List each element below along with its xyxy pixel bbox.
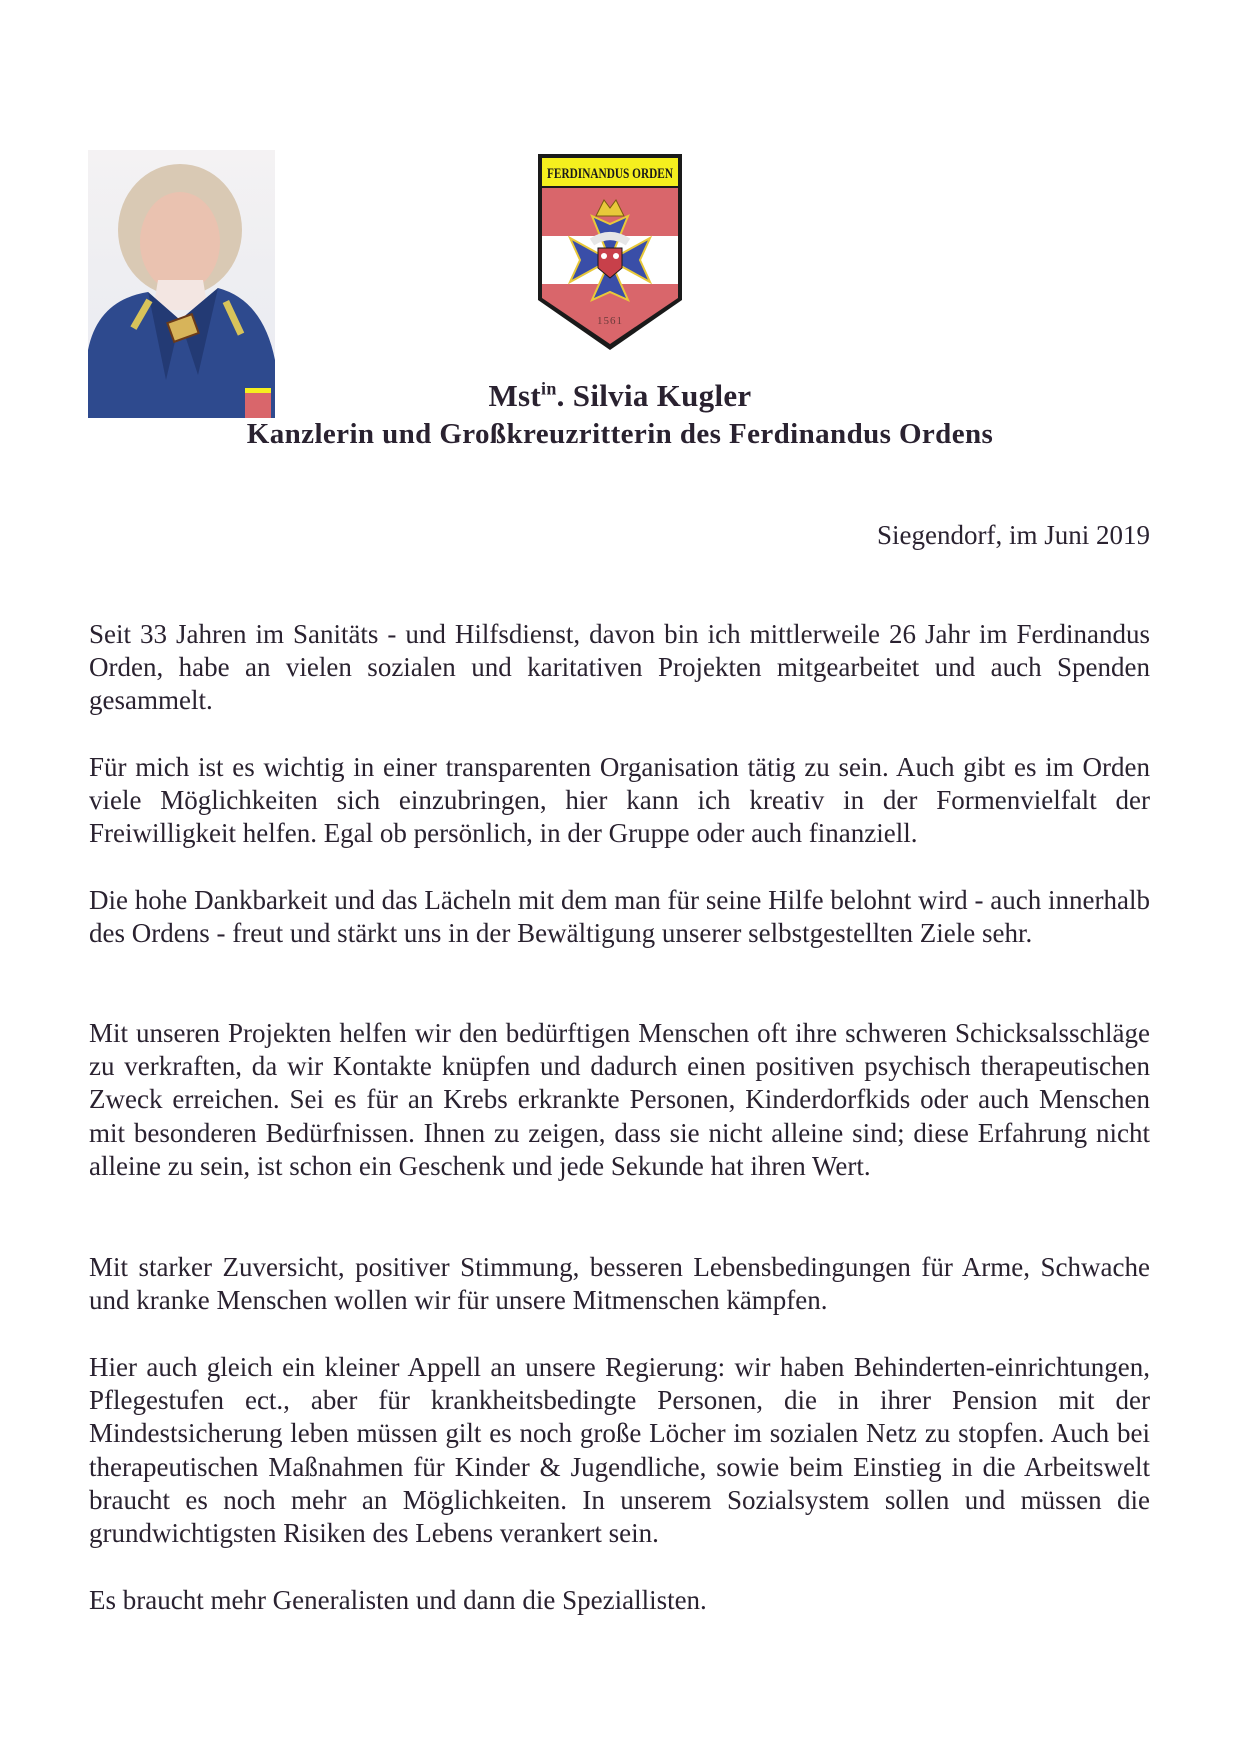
portrait-photo [88,150,275,418]
paragraph: Mit starker Zuversicht, positiver Stimmung, besseren Lebensbedingungen für Arme, Schwache und kranke Menschen wollen wir für unsere Mitmenschen kämpfen. [89,1252,1150,1316]
place-date-line: Siegendorf, im Juni 2019 [877,520,1150,550]
face-shape [140,192,220,292]
crest-year: 1561 [597,315,623,327]
paragraph: Es braucht mehr Generalisten und dann die Speziallisten. [89,1585,707,1615]
name-prefix: Mst [488,378,542,413]
paragraph: Mit unseren Projekten helfen wir den bedürftigen Menschen oft ihre schweren Schicksalsschläge zu verkraften, da wir Kontakte knüpfen und dadurch einen positiven psychisch therapeutischen Zweck erreichen. Sei es für an Krebs erkrankte Personen, Kinderdorfkids oder auch Menschen mit besonderen Bedürfnissen. Ihnen zu zeigen, dass sie nicht alleine sind; diese Erfahrung nicht alleine zu sein, ist schon ein Geschenk und jede Sekunde hat ihren Wert. [89,1018,1150,1181]
portrait-image [88,150,275,418]
crest-emblem [534,150,686,354]
name-rest: . Silvia Kugler [556,378,752,413]
inner-shield-dot-left [601,253,607,259]
paragraph: Hier auch gleich ein kleiner Appell an unsere Regierung: wir haben Behinderten-einrichtungen, Pflegestufen ect., aber für krankheitsbedingte Personen, die in ihrer Pension mit der Mindestsicherung leben müssen gilt es noch große Löcher im sozialen Netz zu stopfen. Auch bei therapeutischen Maßnahmen für Kinder & Jugendliche, sowie beim Einstieg in die Arbeitswelt braucht es noch mehr an Möglichkeiten. In unserem Sozialsystem sollen und müssen die grundwichtigsten Risiken des Lebens verankert sein. [89,1352,1150,1549]
paragraph: Für mich ist es wichtig in einer transparenten Organisation tätig zu sein. Auch gibt es im Orden viele Möglichkeiten sich einzubringen, hier kann ich kreativ in der Formenvielfalt der Freiwilligkeit helfen. Egal ob persönlich, in der Gruppe oder auch finanziell. [89,752,1150,849]
name-superscript: in [541,378,557,399]
paragraph: Seit 33 Jahren im Sanitäts - und Hilfsdienst, davon bin ich mittlerweile 26 Jahr im Ferdinandus Orden, habe an vielen sozialen und karitativen Projekten mitgearbeitet und auch Spenden gesammelt. [89,619,1150,716]
sleeve-patch-banner [245,388,271,393]
order-crest [534,150,686,354]
person-name [370,378,870,414]
crest-banner-text: FERDINANDUS ORDEN [547,166,674,182]
paragraph: Die hohe Dankbarkeit und das Lächeln mit dem man für seine Hilfe belohnt wird - auch innerhalb des Ordens - freut und stärkt uns in der Bewältigung unserer selbstgestellten Ziele sehr. [89,885,1150,949]
inner-shield-dot-right [613,253,619,259]
person-role: Kanzlerin und Großkreuzritterin des Ferdinandus Ordens [246,418,994,450]
